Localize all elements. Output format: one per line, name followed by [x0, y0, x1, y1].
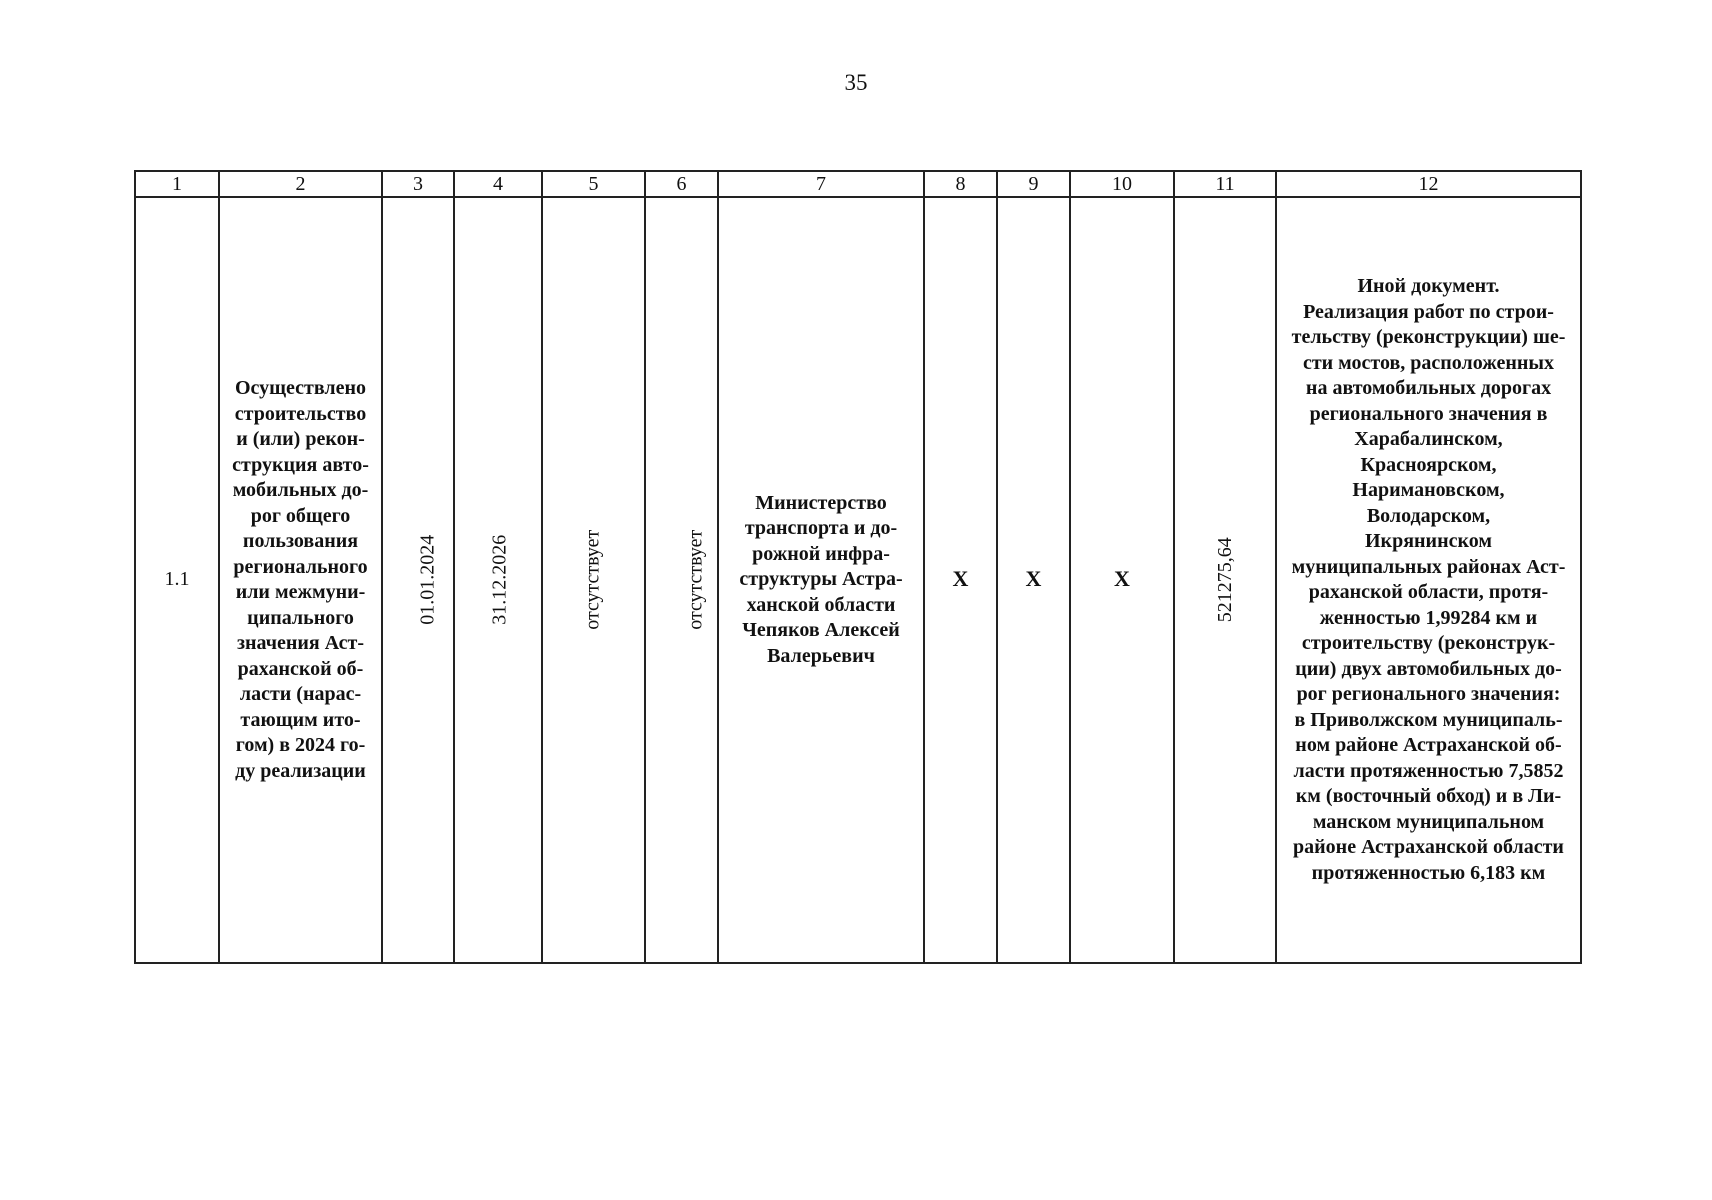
text-line: Икрянинском [1365, 530, 1492, 552]
text-line: рог общего [250, 504, 351, 527]
document-description-text [1277, 274, 1580, 886]
column-number-cell: 4 [454, 171, 542, 197]
column-number-cell: 2 [219, 171, 382, 197]
text-line: на автомобильных дорогах [1305, 377, 1552, 399]
text-line: Володарском, [1366, 504, 1491, 527]
text-line: ласти (нарас- [239, 683, 362, 705]
text-line: в Приволжском муниципаль- [1294, 708, 1563, 731]
text-line: Чепяков Алексей [742, 619, 900, 642]
column-8-mark: X [952, 566, 969, 592]
text-line: ласти протяженностью 7,5852 [1293, 759, 1564, 782]
text-line: и (или) рекон- [236, 428, 365, 450]
text-line: Харабалинском, [1354, 428, 1503, 450]
text-line: мобильных до- [232, 479, 369, 501]
end-date-cell [454, 197, 542, 963]
text-line: ции) двух автомобильных до- [1295, 657, 1562, 680]
page-number: 35 [844, 70, 868, 95]
column-number-cell: 3 [382, 171, 454, 197]
end-date: 31.12.2026 [488, 535, 511, 625]
text-line: рожной инфра- [752, 542, 890, 565]
text-line: раханской области, протя- [1308, 581, 1549, 603]
column-number-cell: 5 [542, 171, 645, 197]
column-number-cell: 12 [1276, 171, 1581, 197]
text-line: Иной документ. [1357, 275, 1500, 297]
column-9-mark: X [1025, 566, 1042, 592]
text-line: тающим ито- [240, 708, 361, 731]
column-number-cell: 10 [1070, 171, 1174, 197]
text-line: значения Аст- [236, 632, 365, 654]
text-line: Валерьевич [767, 644, 875, 667]
document-table [134, 170, 1582, 964]
column-number-cell: 9 [997, 171, 1070, 197]
start-date: 01.01.2024 [416, 535, 439, 625]
column-number-row [135, 171, 1581, 197]
text-line: строительству (реконструк- [1301, 632, 1556, 654]
text-line: раханской об- [237, 657, 364, 680]
text-line: ципального [247, 606, 354, 629]
text-line: тельству (реконструкции) ше- [1291, 326, 1566, 348]
text-line: районе Астраханской области [1293, 836, 1564, 858]
column-6-value: отсутствует [684, 529, 707, 631]
text-line: ду реализации [235, 759, 366, 782]
text-line: гом) в 2024 го- [235, 734, 366, 756]
text-line: струкция авто- [232, 453, 369, 476]
column-10-mark: X [1114, 566, 1130, 592]
column-6-cell [645, 197, 718, 963]
column-9-cell [997, 197, 1070, 963]
column-5-value: отсутствует [581, 529, 604, 631]
column-number-cell: 1 [135, 171, 219, 197]
text-line: регионального значения в [1309, 402, 1548, 425]
column-8-cell [924, 197, 997, 963]
start-date-cell [382, 197, 454, 963]
text-line: рог регионального значения: [1296, 683, 1561, 705]
text-line: Наримановском, [1352, 479, 1505, 501]
column-number-cell: 6 [645, 171, 718, 197]
column-10-cell [1070, 197, 1174, 963]
text-line: Министерство [755, 491, 887, 514]
text-line: строительство [234, 402, 367, 425]
column-number-cell: 8 [924, 171, 997, 197]
result-name-text [220, 376, 381, 784]
row-number-cell: 1.1 [135, 197, 219, 963]
table-row [135, 197, 1581, 963]
text-line: структуры Астра- [739, 568, 903, 591]
column-number-cell: 11 [1174, 171, 1276, 197]
text-line: км (восточный обход) и в Ли- [1295, 785, 1562, 807]
text-line: муниципальных районах Аст- [1291, 555, 1566, 578]
text-line: сти мостов, расположенных [1302, 351, 1555, 374]
result-name-cell [219, 197, 382, 963]
column-number-cell: 7 [718, 171, 924, 197]
column-5-cell [542, 197, 645, 963]
amount-value: 521275,64 [1213, 537, 1236, 623]
text-line: манском муниципальном [1312, 810, 1545, 833]
text-line: Осуществлено [234, 377, 367, 399]
amount-cell [1174, 197, 1276, 963]
responsible-cell [718, 197, 924, 963]
text-line: протяженностью 6,183 км [1311, 861, 1546, 884]
text-line: ханской области [746, 593, 896, 616]
document-description-cell [1276, 197, 1581, 963]
responsible-text [719, 491, 923, 670]
text-line: Реализация работ по строи- [1303, 300, 1554, 323]
text-line: или межмуни- [235, 581, 366, 603]
text-line: женностью 1,99284 км и [1319, 606, 1538, 629]
text-line: регионального [233, 555, 368, 578]
text-line: Красноярском, [1360, 453, 1497, 476]
text-line: пользования [242, 530, 359, 552]
text-line: транспорта и до- [744, 517, 898, 540]
text-line: ном районе Астраханской об- [1295, 734, 1562, 756]
